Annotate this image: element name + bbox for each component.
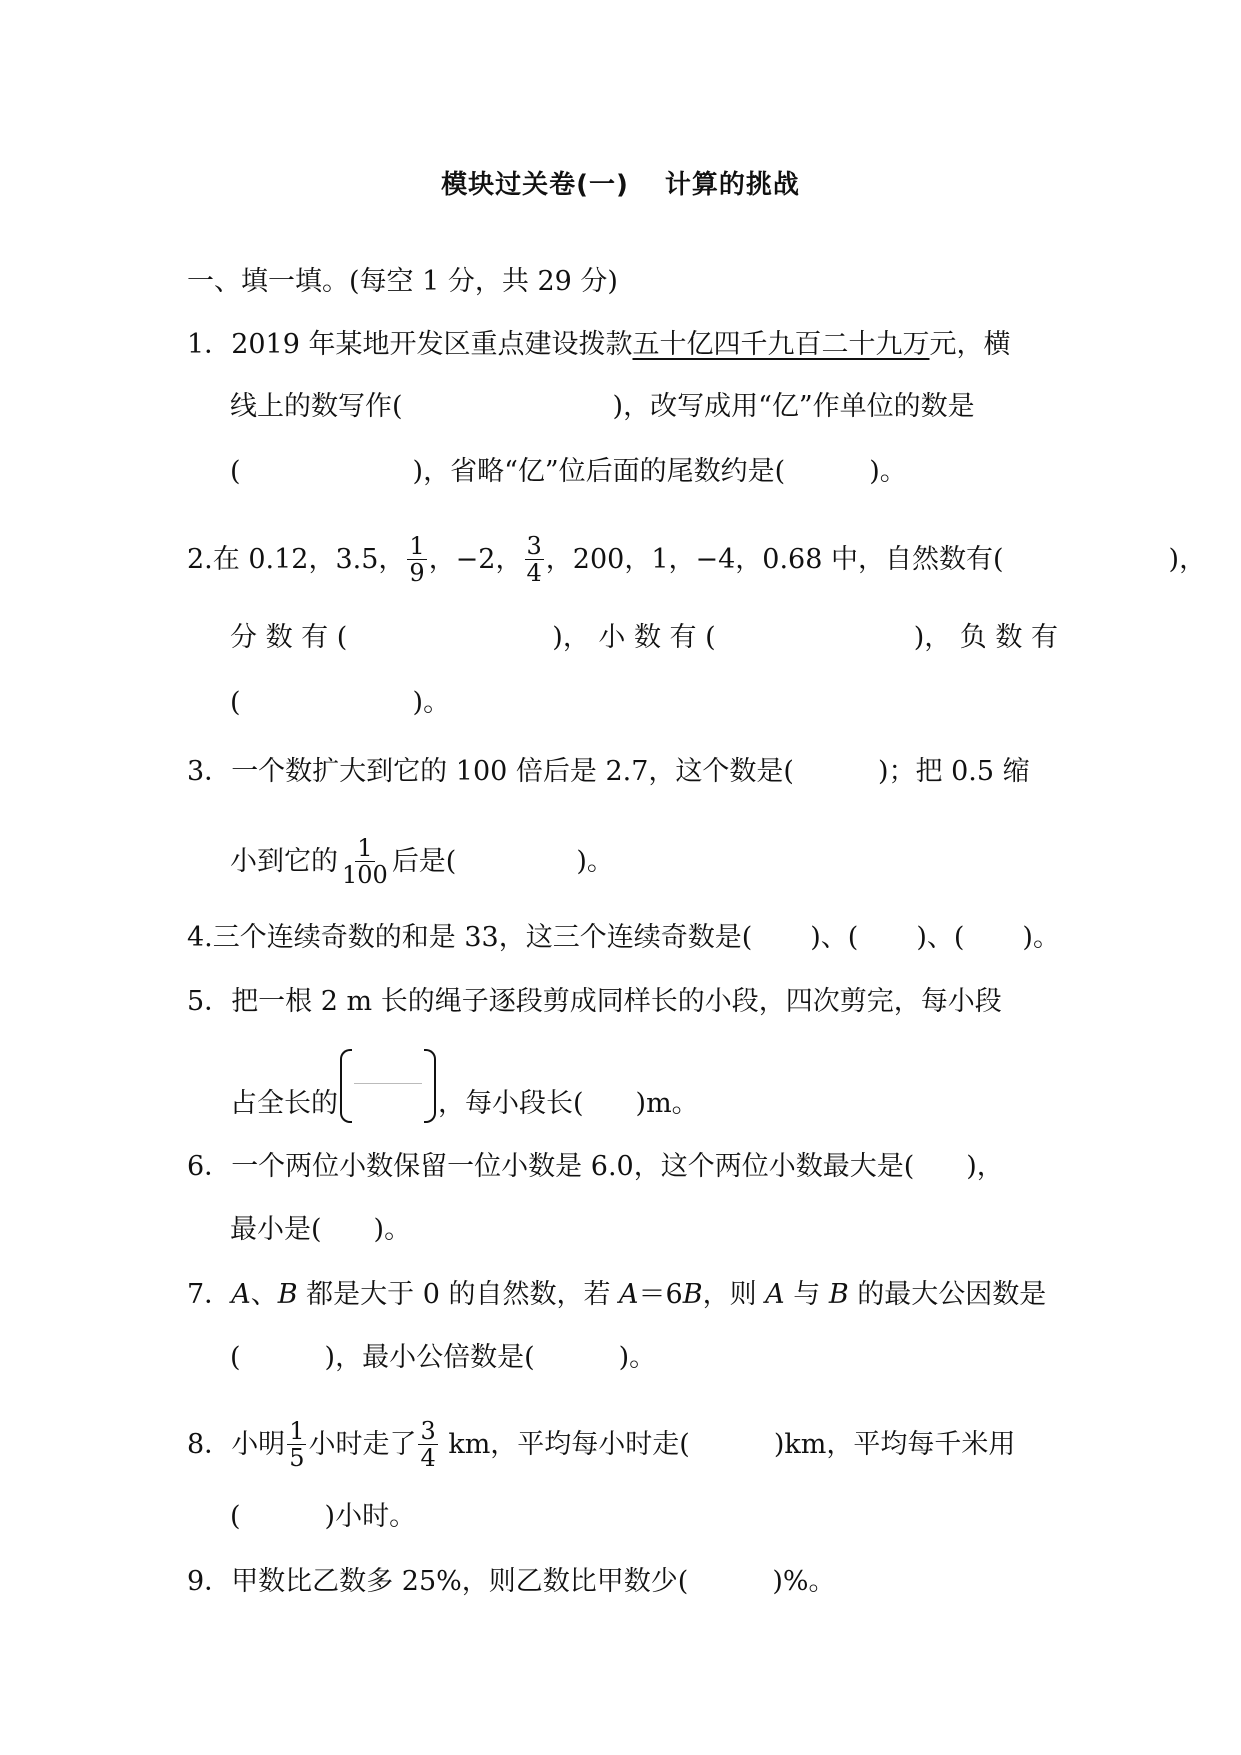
title-right: 计算的挑战	[664, 170, 800, 200]
q6-line2-a: 最小是(	[230, 1214, 322, 1245]
q2-fraction-2	[525, 533, 544, 586]
q8-text-a: 小明	[231, 1428, 286, 1460]
q2-number: 2.	[187, 543, 213, 575]
q5-line2-a: 占全长的	[230, 1088, 338, 1119]
q8-fraction-1	[287, 1418, 306, 1471]
q4-text-d: )。	[1022, 922, 1060, 953]
q1-text-a: 2019 年某地开发区重点建设拨款	[231, 329, 633, 360]
q8-line1	[187, 1418, 1015, 1471]
q8-line2-a: (	[230, 1501, 241, 1532]
q2-fraction-2-denominator: 4	[526, 559, 542, 587]
q2-line1	[187, 533, 1206, 586]
q3-line2-b: 后是(	[391, 845, 457, 877]
q1-line2-a: 线上的数写作(	[230, 391, 403, 422]
q7-line2-a: (	[230, 1342, 241, 1373]
q3-line2-a: 小到它的	[230, 845, 338, 877]
q3-fraction	[340, 835, 390, 888]
q3-number: 3．	[187, 756, 232, 787]
q6-number: 6．	[187, 1151, 232, 1182]
q3-line1-b: )；把 0.5 缩	[877, 756, 1030, 787]
q5-number: 5．	[187, 986, 232, 1017]
q7-line1-c: 的最大公因数是	[848, 1279, 1047, 1310]
q1-line3	[230, 452, 907, 492]
q1-line3-c: )。	[869, 456, 907, 487]
q3-fraction-denominator: 100	[342, 861, 388, 889]
q3-line2-c: )。	[576, 845, 614, 877]
q2-text-d: )，	[1168, 543, 1207, 575]
title-left: 模块过关卷(一)	[441, 170, 629, 200]
q2-text-c: ，200，1，−4，0.68 中，自然数有(	[545, 543, 1004, 575]
q2-line2	[230, 618, 1058, 658]
q8-fraction-1-denominator: 5	[289, 1444, 305, 1472]
q7-eq: ＝6	[638, 1279, 683, 1310]
q5-fraction-answer-box[interactable]	[340, 1049, 436, 1119]
q5-line1-text: 把一根 2 m 长的绳子逐段剪成同样长的小段，四次剪完，每小段	[231, 986, 1002, 1017]
q6-line1	[187, 1147, 1004, 1187]
q1-text-b: 元，横	[929, 329, 1011, 360]
q1-underlined-amount: 五十亿四千九百二十九万	[632, 329, 930, 360]
q3-line1	[187, 752, 1030, 792]
q7-mid: 与	[784, 1279, 829, 1310]
q8-fraction-2-numerator: 3	[420, 1417, 436, 1445]
q6-line1-b: )，	[966, 1151, 1004, 1182]
q7-line1-a: 都是大于 0 的自然数，若	[297, 1279, 620, 1310]
q8-text-b: 小时走了	[308, 1428, 417, 1460]
section-heading: 一、填一填。(每空 1 分，共 29 分)	[187, 266, 618, 297]
q7-line2-b: )，最小公倍数是(	[324, 1342, 535, 1373]
page-title	[0, 167, 1241, 203]
q8-fraction-2	[418, 1418, 437, 1471]
q2-fraction-1	[407, 533, 426, 586]
right-bracket-icon	[424, 1049, 436, 1123]
q3-line2	[230, 835, 614, 888]
q5-line1	[187, 982, 1002, 1022]
q8-line2	[230, 1497, 416, 1537]
q5-line2-b: ，每小段长(	[438, 1088, 584, 1119]
fraction-bar-guide	[354, 1083, 422, 1084]
q1-line3-b: )，省略“亿”位后面的尾数约是(	[412, 456, 786, 487]
q8-text-c: km，平均每小时走(	[439, 1428, 690, 1460]
q2-line3-a: (	[230, 687, 241, 718]
q8-text-d: )km，平均每千米用	[773, 1428, 1016, 1460]
q6-line1-a: 一个两位小数保留一位小数是 6.0，这个两位小数最大是(	[231, 1151, 915, 1182]
q1-line1	[187, 325, 1010, 365]
q7-sep: 、	[250, 1279, 278, 1310]
q8-line2-b: )小时。	[324, 1501, 417, 1532]
q2-line3-b: )。	[412, 687, 451, 718]
q3-line1-a: 一个数扩大到它的 100 倍后是 2.7，这个数是(	[231, 756, 794, 787]
q5-line2-c: )m。	[635, 1088, 699, 1119]
q7-var-b: B	[277, 1279, 298, 1310]
q5-line2	[230, 1044, 699, 1124]
q8-number: 8．	[187, 1428, 232, 1460]
q9-text-b: )%。	[772, 1566, 836, 1597]
q2-line2-b: )， 小 数 有 (	[552, 622, 716, 653]
q4-text-c: )、(	[916, 922, 965, 953]
q7-eq-b: B	[682, 1279, 703, 1310]
q7-line2	[230, 1338, 656, 1378]
q8-fraction-1-numerator: 1	[289, 1417, 305, 1445]
q7-number: 7．	[187, 1279, 232, 1310]
q7-var-a: A	[231, 1279, 251, 1310]
q2-line2-a: 分 数 有 (	[230, 622, 348, 653]
q1-number: 1．	[187, 329, 232, 360]
q2-line3	[230, 683, 450, 723]
q2-fraction-2-numerator: 3	[526, 532, 542, 560]
q7-line1-b: ，则	[702, 1279, 766, 1310]
q2-fraction-1-numerator: 1	[409, 532, 425, 560]
q3-fraction-numerator: 1	[357, 834, 373, 862]
q1-line2	[230, 387, 975, 427]
q9-line1	[187, 1562, 836, 1602]
q4-text-a: 三个连续奇数的和是 33，这三个连续奇数是(	[212, 922, 753, 953]
q7-line1	[187, 1275, 1046, 1315]
q4-number: 4.	[187, 922, 213, 953]
q1-line2-b: )，改写成用“亿”作单位的数是	[612, 391, 975, 422]
q7-eq-a: A	[619, 1279, 639, 1310]
q2-fraction-1-denominator: 9	[409, 559, 425, 587]
q9-text-a: 甲数比乙数多 25%，则乙数比甲数少(	[231, 1566, 689, 1597]
q2-text-a: 在 0.12，3.5，	[212, 543, 406, 575]
q9-number: 9．	[187, 1566, 232, 1597]
q7-line2-c: )。	[618, 1342, 657, 1373]
q2-line2-c: )， 负 数 有	[913, 622, 1058, 653]
q4-text-b: )、(	[810, 922, 859, 953]
q2-text-b: ，−2，	[428, 543, 523, 575]
q7-c-b: B	[828, 1279, 849, 1310]
left-bracket-icon	[340, 1049, 352, 1123]
q6-line2-b: )。	[373, 1214, 412, 1245]
q1-line3-a: (	[230, 456, 241, 487]
q8-fraction-2-denominator: 4	[420, 1444, 436, 1472]
q4-line1	[187, 918, 1060, 958]
q7-c-a: A	[765, 1279, 785, 1310]
q6-line2	[230, 1210, 411, 1250]
